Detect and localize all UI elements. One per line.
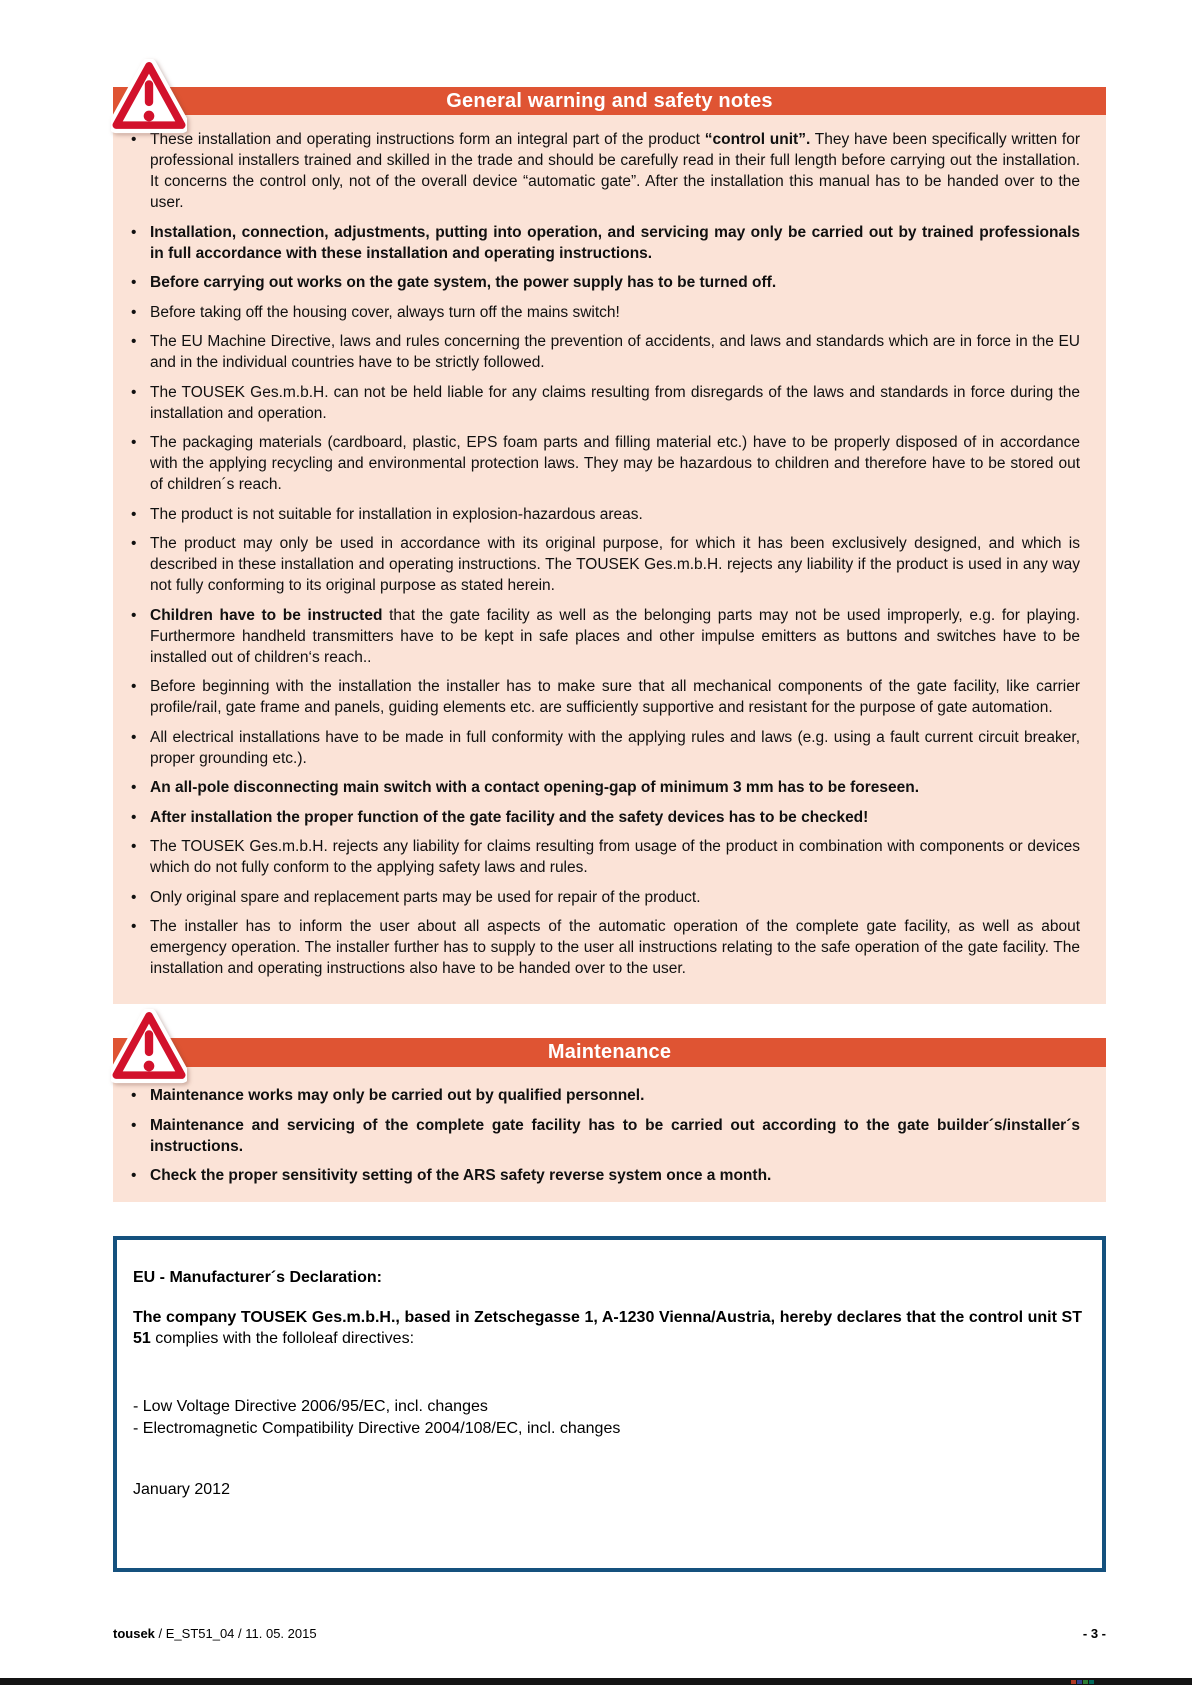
bullet-text: Only original spare and replacement parts may be used for repair of the product. <box>150 888 701 906</box>
bullet-text: These installation and operating instructions form an integral part of the product <box>150 131 705 148</box>
bullet-item <box>150 533 1080 596</box>
bullet-text: The TOUSEK Ges.m.b.H. can not be held liable for any claims resulting from disregards of the laws and standards in force during the installation and operation. <box>150 383 1080 422</box>
bullet-text: The packaging materials (cardboard, plastic, EPS foam parts and filling material etc.) have to be properly disposed of in accordance with the applying recycling and environmental protection laws. They may be hazardous to children and therefore have to be stored out of children´s reach. <box>150 434 1080 493</box>
bullet-text: An all-pole disconnecting main switch with a contact opening-gap of minimum 3 mm has to be foreseen. <box>150 779 920 796</box>
bullet-item <box>150 1085 1080 1106</box>
bullet-text: After installation the proper function of the gate facility and the safety devices has to be checked! <box>150 808 869 826</box>
eu-declaration-body-bold: The company TOUSEK Ges.m.b.H., based in Zetschegasse 1, A-1230 Vienna/Austria, hereby declares that the control unit ST 51 <box>133 1309 1082 1347</box>
bullet-item <box>150 777 1080 798</box>
bullet-item <box>150 916 1080 979</box>
print-mark <box>1077 1680 1082 1684</box>
eu-declaration-date: January 2012 <box>133 1481 230 1498</box>
bullet-item <box>150 272 1080 293</box>
page-footer <box>113 1626 1106 1641</box>
bullet-text: Children have to be instructed <box>150 606 383 624</box>
bullet-item <box>150 302 1080 323</box>
bullet-text: They have been specifically written for professional installers trained and skilled in the trade and should be carefully read in their full length before carrying out the installation. It concerns the control only, not of the overall device “automatic gate”. After the installation this manual has to be handed over to the user. <box>150 131 1081 211</box>
bullet-text: The EU Machine Directive, laws and rules concerning the prevention of accidents, and laws and standards which are in force in the EU and in the individual countries have to be strictly followed. <box>150 333 1080 371</box>
maintenance-section-title: Maintenance <box>547 1041 672 1063</box>
warning-section-title: General warning and safety notes <box>446 89 773 112</box>
bullet-item <box>150 1115 1080 1157</box>
eu-directive-emc: - Electromagnetic Compatibility Directive 2004/108/EC, incl. changes <box>133 1420 621 1437</box>
bullet-item <box>150 504 1080 525</box>
bullet-text: Maintenance and servicing of the complete gate facility has to be carried out according to the gate builder´s/installer´s instructions. <box>150 1116 1080 1155</box>
bullet-item <box>150 331 1080 373</box>
warning-section-title-bar <box>113 87 1106 115</box>
warning-icon <box>111 59 187 135</box>
print-mark <box>1083 1680 1088 1684</box>
print-mark <box>1089 1680 1094 1684</box>
maintenance-section-panel <box>113 1067 1106 1202</box>
bullet-item <box>150 887 1080 908</box>
print-marks <box>1071 1680 1094 1684</box>
warning-bullet-list <box>113 115 1106 979</box>
bullet-item <box>150 807 1080 828</box>
bullet-text: “control unit”. <box>704 131 811 148</box>
bullet-item <box>150 382 1080 424</box>
bullet-item <box>150 605 1080 668</box>
bullet-text: The product is not suitable for installation in explosion-hazardous areas. <box>150 505 643 523</box>
maintenance-bullet-list <box>113 1067 1106 1186</box>
bullet-text: The TOUSEK Ges.m.b.H. rejects any liability for claims resulting from usage of the product in combination with components or devices which do not fully conform to the applying safety laws and rules. <box>150 838 1080 876</box>
bullet-item <box>150 432 1080 495</box>
bullet-text: Before carrying out works on the gate system, the power supply has to be turned off. <box>150 274 777 291</box>
footer-doc-rest: / E_ST51_04 / 11. 05. 2015 <box>154 1626 317 1641</box>
bullet-text: All electrical installations have to be made in full conformity with the applying rules and laws (e.g. using a fault current circuit breaker, proper grounding etc.). <box>150 728 1080 767</box>
bullet-item <box>150 1165 1080 1186</box>
footer-document-id <box>113 1626 317 1641</box>
bullet-text: Installation, connection, adjustments, putting into operation, and servicing may only be carried out by trained professionals in full accordance with these installation and operating instructions. <box>150 223 1080 262</box>
bullet-item <box>150 836 1080 878</box>
footer-brand: tousek <box>113 1626 155 1641</box>
bullet-item <box>150 222 1080 264</box>
eu-directive-low-voltage: - Low Voltage Directive 2006/95/EC, incl. changes <box>133 1398 488 1415</box>
bullet-text: Before taking off the housing cover, always turn off the mains switch! <box>150 303 620 321</box>
bullet-item <box>150 676 1080 718</box>
bullet-text: Check the proper sensitivity setting of the ARS safety reverse system once a month. <box>150 1167 772 1184</box>
eu-declaration-title: EU - Manufacturer´s Declaration: <box>133 1269 382 1286</box>
eu-declaration-body <box>133 1308 1082 1349</box>
bullet-text: The installer has to inform the user about all aspects of the automatic operation of the complete gate facility, as well as about emergency operation. The installer further has to supply to the user all instructions relating to the safe operation of the gate facility. The installation and operating instructions also have to be handed over to the user. <box>150 918 1080 977</box>
bullet-text: Before beginning with the installation the installer has to make sure that all mechanical components of the gate facility, like carrier profile/rail, gate frame and panels, guiding elements etc. are sufficiently supportive and resistant for the purpose of gate automation. <box>150 678 1080 716</box>
warning-section-panel <box>113 115 1106 1004</box>
footer-page-number: - 3 - <box>1082 1626 1106 1641</box>
print-mark <box>1071 1680 1076 1684</box>
bullet-text: The product may only be used in accordance with its original purpose, for which it has been exclusively designed, and which is described in these installation and operating instructions. The TOUSEK Ges.m.b.H. rejects any liability if the product is used in any way not fully conforming to its original purpose as stated herein. <box>150 535 1080 594</box>
bullet-item <box>150 129 1080 213</box>
maintenance-section-title-bar <box>113 1038 1106 1067</box>
warning-icon <box>111 1009 187 1085</box>
bottom-scan-bar <box>0 1678 1192 1685</box>
bullet-text: Maintenance works may only be carried out by qualified personnel. <box>150 1087 645 1104</box>
eu-declaration-body-regular: complies with the folloleaf directives: <box>150 1329 415 1347</box>
bullet-text: that the gate facility as well as the belonging parts may not be used improperly, e.g. for playing. Furthermore handheld transmitters have to be kept in safe places and other impulse emitters as buttons and switches have to be installed out of children‘s reach.. <box>150 606 1080 666</box>
bullet-item <box>150 727 1080 769</box>
eu-declaration-box <box>113 1236 1106 1572</box>
